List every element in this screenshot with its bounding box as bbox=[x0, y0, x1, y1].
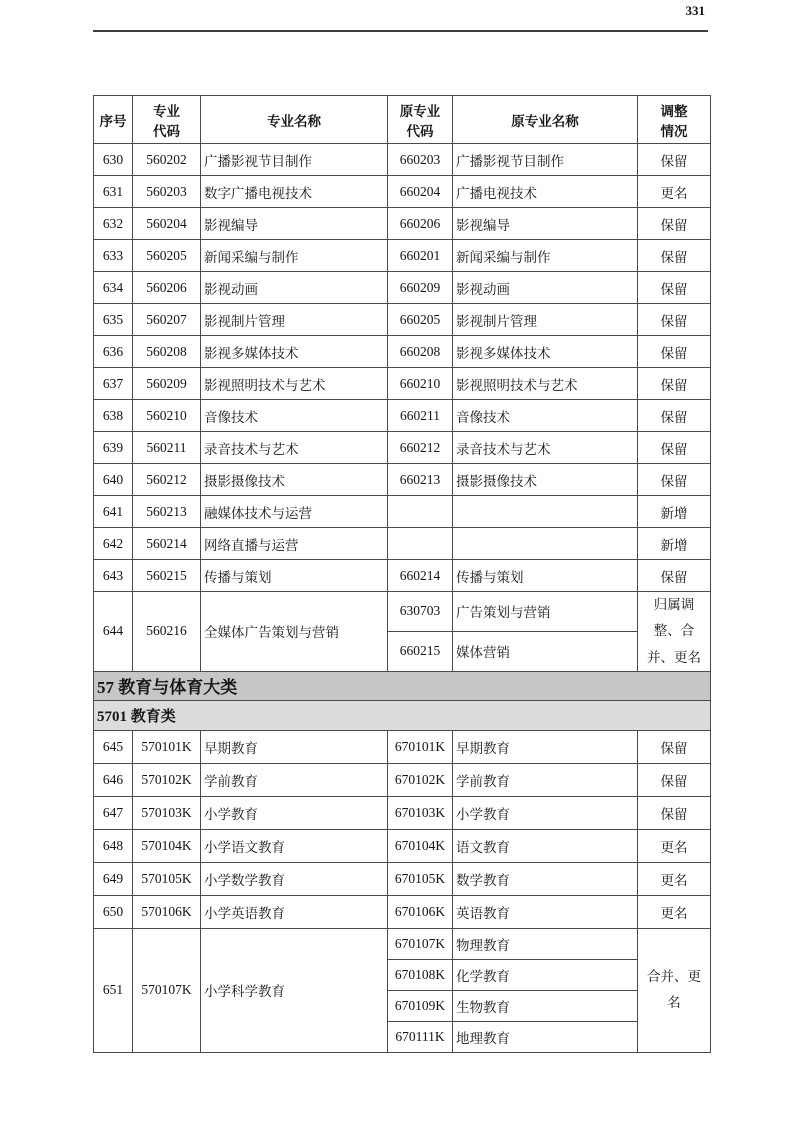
cell-adjust: 更名 bbox=[638, 176, 711, 208]
cell-name: 小学语文教育 bbox=[201, 829, 388, 862]
cell-code: 560216 bbox=[133, 592, 201, 672]
cell-adjust: 合并、更名 bbox=[638, 928, 711, 1052]
table-row bbox=[94, 496, 711, 528]
cell-adjust: 保留 bbox=[638, 240, 711, 272]
cell-orig-code: 670105K bbox=[388, 862, 453, 895]
cell-adjust: 保留 bbox=[638, 400, 711, 432]
cell-orig-name: 物理教育 bbox=[453, 928, 638, 959]
cell-adjust: 保留 bbox=[638, 272, 711, 304]
cell-orig-code: 660210 bbox=[388, 368, 453, 400]
cell-orig-name: 传播与策划 bbox=[453, 560, 638, 592]
table-row bbox=[94, 560, 711, 592]
cell-name: 影视动画 bbox=[201, 272, 388, 304]
table-row bbox=[94, 144, 711, 176]
cell-seq: 646 bbox=[94, 763, 133, 796]
cell-adjust: 保留 bbox=[638, 304, 711, 336]
cell-seq: 641 bbox=[94, 496, 133, 528]
cell-code: 560205 bbox=[133, 240, 201, 272]
cell-name: 影视照明技术与艺术 bbox=[201, 368, 388, 400]
cell-name: 学前教育 bbox=[201, 763, 388, 796]
cell-orig-code: 660208 bbox=[388, 336, 453, 368]
cell-orig-name: 录音技术与艺术 bbox=[453, 432, 638, 464]
table-row bbox=[94, 730, 711, 763]
cell-seq: 632 bbox=[94, 208, 133, 240]
cell-orig-name bbox=[453, 496, 638, 528]
section-label: 5701 教育类 bbox=[94, 700, 711, 730]
cell-adjust: 保留 bbox=[638, 208, 711, 240]
col-header-adjust-label: 调整情况 bbox=[660, 103, 688, 139]
cell-orig-code: 670102K bbox=[388, 763, 453, 796]
cell-adjust: 新增 bbox=[638, 496, 711, 528]
table-row bbox=[94, 464, 711, 496]
cell-code: 560208 bbox=[133, 336, 201, 368]
section-row-sub-category bbox=[94, 700, 711, 730]
cell-adjust: 保留 bbox=[638, 144, 711, 176]
cell-seq: 642 bbox=[94, 528, 133, 560]
cell-seq: 638 bbox=[94, 400, 133, 432]
cell-name: 小学数学教育 bbox=[201, 862, 388, 895]
cell-name: 网络直播与运营 bbox=[201, 528, 388, 560]
cell-orig-name: 广告策划与营销 bbox=[453, 592, 638, 632]
cell-name: 数字广播电视技术 bbox=[201, 176, 388, 208]
cell-orig-name: 影视制片管理 bbox=[453, 304, 638, 336]
cell-name: 摄影摄像技术 bbox=[201, 464, 388, 496]
col-header-code-label: 专业代码 bbox=[153, 103, 180, 139]
cell-seq: 648 bbox=[94, 829, 133, 862]
cell-code: 560202 bbox=[133, 144, 201, 176]
cell-adjust: 更名 bbox=[638, 862, 711, 895]
cell-orig-code bbox=[388, 496, 453, 528]
cell-orig-name: 新闻采编与制作 bbox=[453, 240, 638, 272]
cell-orig-code: 660212 bbox=[388, 432, 453, 464]
cell-orig-name: 化学教育 bbox=[453, 959, 638, 990]
cell-code: 560212 bbox=[133, 464, 201, 496]
cell-adjust: 更名 bbox=[638, 895, 711, 928]
cell-orig-name: 影视照明技术与艺术 bbox=[453, 368, 638, 400]
cell-orig-name: 音像技术 bbox=[453, 400, 638, 432]
table-row bbox=[94, 796, 711, 829]
table-row bbox=[94, 829, 711, 862]
cell-code: 570107K bbox=[133, 928, 201, 1052]
cell-seq: 643 bbox=[94, 560, 133, 592]
cell-seq: 651 bbox=[94, 928, 133, 1052]
cell-name: 全媒体广告策划与营销 bbox=[201, 592, 388, 672]
cell-name: 小学英语教育 bbox=[201, 895, 388, 928]
cell-code: 560206 bbox=[133, 272, 201, 304]
cell-orig-code: 670111K bbox=[388, 1021, 453, 1052]
cell-adjust: 归属调整、合并、更名 bbox=[638, 592, 711, 672]
cell-seq: 647 bbox=[94, 796, 133, 829]
cell-orig-code: 670109K bbox=[388, 990, 453, 1021]
cell-orig-name: 学前教育 bbox=[453, 763, 638, 796]
cell-adjust: 保留 bbox=[638, 336, 711, 368]
table-row bbox=[94, 432, 711, 464]
cell-name: 新闻采编与制作 bbox=[201, 240, 388, 272]
cell-orig-name: 影视编导 bbox=[453, 208, 638, 240]
col-header-name: 专业名称 bbox=[201, 96, 388, 144]
cell-adjust: 保留 bbox=[638, 796, 711, 829]
header-rule bbox=[93, 30, 708, 32]
cell-name: 传播与策划 bbox=[201, 560, 388, 592]
table-row bbox=[94, 528, 711, 560]
section-row-major-category bbox=[94, 671, 711, 700]
cell-orig-code: 660204 bbox=[388, 176, 453, 208]
cell-name: 录音技术与艺术 bbox=[201, 432, 388, 464]
table-row bbox=[94, 304, 711, 336]
cell-name: 小学教育 bbox=[201, 796, 388, 829]
cell-orig-code: 660209 bbox=[388, 272, 453, 304]
table-row bbox=[94, 240, 711, 272]
col-header-orig-name: 原专业名称 bbox=[453, 96, 638, 144]
cell-orig-code: 670108K bbox=[388, 959, 453, 990]
cell-orig-code: 660206 bbox=[388, 208, 453, 240]
cell-adjust: 更名 bbox=[638, 829, 711, 862]
cell-seq: 644 bbox=[94, 592, 133, 672]
cell-code: 560215 bbox=[133, 560, 201, 592]
cell-orig-code: 660205 bbox=[388, 304, 453, 336]
col-header-seq: 序号 bbox=[94, 96, 133, 144]
cell-seq: 645 bbox=[94, 730, 133, 763]
cell-seq: 634 bbox=[94, 272, 133, 304]
table-row-644 bbox=[94, 592, 711, 632]
cell-orig-code: 670103K bbox=[388, 796, 453, 829]
table-row bbox=[94, 368, 711, 400]
cell-orig-name: 生物教育 bbox=[453, 990, 638, 1021]
cell-orig-name: 早期教育 bbox=[453, 730, 638, 763]
table-row-651 bbox=[94, 928, 711, 959]
cell-orig-name: 广播影视节目制作 bbox=[453, 144, 638, 176]
table-row bbox=[94, 763, 711, 796]
cell-orig-name: 地理教育 bbox=[453, 1021, 638, 1052]
cell-orig-code: 670101K bbox=[388, 730, 453, 763]
cell-seq: 630 bbox=[94, 144, 133, 176]
col-header-orig-code-label: 原专业代码 bbox=[399, 103, 441, 139]
cell-name: 广播影视节目制作 bbox=[201, 144, 388, 176]
cell-code: 570101K bbox=[133, 730, 201, 763]
cell-code: 570106K bbox=[133, 895, 201, 928]
cell-code: 560203 bbox=[133, 176, 201, 208]
cell-orig-name: 影视动画 bbox=[453, 272, 638, 304]
major-adjustment-table bbox=[93, 95, 711, 1053]
cell-adjust: 新增 bbox=[638, 528, 711, 560]
cell-orig-code: 660211 bbox=[388, 400, 453, 432]
cell-orig-name: 小学教育 bbox=[453, 796, 638, 829]
cell-code: 560213 bbox=[133, 496, 201, 528]
cell-adjust: 保留 bbox=[638, 368, 711, 400]
cell-name: 音像技术 bbox=[201, 400, 388, 432]
table-row bbox=[94, 862, 711, 895]
cell-code: 570102K bbox=[133, 763, 201, 796]
cell-name: 影视编导 bbox=[201, 208, 388, 240]
cell-orig-name: 媒体营销 bbox=[453, 631, 638, 671]
table-row bbox=[94, 208, 711, 240]
cell-name: 融媒体技术与运营 bbox=[201, 496, 388, 528]
cell-seq: 650 bbox=[94, 895, 133, 928]
cell-adjust: 保留 bbox=[638, 432, 711, 464]
cell-seq: 639 bbox=[94, 432, 133, 464]
cell-orig-name bbox=[453, 528, 638, 560]
cell-code: 560207 bbox=[133, 304, 201, 336]
cell-code: 570104K bbox=[133, 829, 201, 862]
cell-orig-name: 英语教育 bbox=[453, 895, 638, 928]
cell-orig-name: 影视多媒体技术 bbox=[453, 336, 638, 368]
cell-code: 560214 bbox=[133, 528, 201, 560]
cell-orig-code: 660213 bbox=[388, 464, 453, 496]
cell-code: 560211 bbox=[133, 432, 201, 464]
cell-seq: 637 bbox=[94, 368, 133, 400]
table-header-row bbox=[94, 96, 711, 144]
cell-adjust: 保留 bbox=[638, 464, 711, 496]
cell-adjust: 保留 bbox=[638, 560, 711, 592]
cell-orig-code: 630703 bbox=[388, 592, 453, 632]
cell-name: 小学科学教育 bbox=[201, 928, 388, 1052]
cell-orig-code: 660203 bbox=[388, 144, 453, 176]
cell-name: 影视多媒体技术 bbox=[201, 336, 388, 368]
cell-code: 560204 bbox=[133, 208, 201, 240]
cell-orig-code bbox=[388, 528, 453, 560]
cell-orig-name: 广播电视技术 bbox=[453, 176, 638, 208]
cell-adjust: 保留 bbox=[638, 763, 711, 796]
cell-seq: 631 bbox=[94, 176, 133, 208]
table-row bbox=[94, 176, 711, 208]
page-number: 331 bbox=[685, 3, 705, 18]
cell-orig-name: 数学教育 bbox=[453, 862, 638, 895]
cell-code: 560209 bbox=[133, 368, 201, 400]
cell-orig-code: 660215 bbox=[388, 631, 453, 671]
cell-code: 560210 bbox=[133, 400, 201, 432]
cell-seq: 635 bbox=[94, 304, 133, 336]
col-header-orig-code bbox=[388, 96, 453, 144]
cell-orig-code: 670104K bbox=[388, 829, 453, 862]
cell-orig-name: 语文教育 bbox=[453, 829, 638, 862]
cell-name: 早期教育 bbox=[201, 730, 388, 763]
table-row bbox=[94, 272, 711, 304]
table-row bbox=[94, 400, 711, 432]
table-row bbox=[94, 336, 711, 368]
cell-name: 影视制片管理 bbox=[201, 304, 388, 336]
cell-orig-code: 670107K bbox=[388, 928, 453, 959]
cell-seq: 640 bbox=[94, 464, 133, 496]
section-label: 57 教育与体育大类 bbox=[94, 671, 711, 700]
cell-orig-code: 660214 bbox=[388, 560, 453, 592]
cell-orig-code: 660201 bbox=[388, 240, 453, 272]
cell-seq: 649 bbox=[94, 862, 133, 895]
table-row bbox=[94, 895, 711, 928]
cell-seq: 636 bbox=[94, 336, 133, 368]
cell-seq: 633 bbox=[94, 240, 133, 272]
cell-adjust: 保留 bbox=[638, 730, 711, 763]
col-header-code bbox=[133, 96, 201, 144]
cell-orig-name: 摄影摄像技术 bbox=[453, 464, 638, 496]
cell-code: 570105K bbox=[133, 862, 201, 895]
col-header-adjust bbox=[638, 96, 711, 144]
cell-code: 570103K bbox=[133, 796, 201, 829]
cell-orig-code: 670106K bbox=[388, 895, 453, 928]
